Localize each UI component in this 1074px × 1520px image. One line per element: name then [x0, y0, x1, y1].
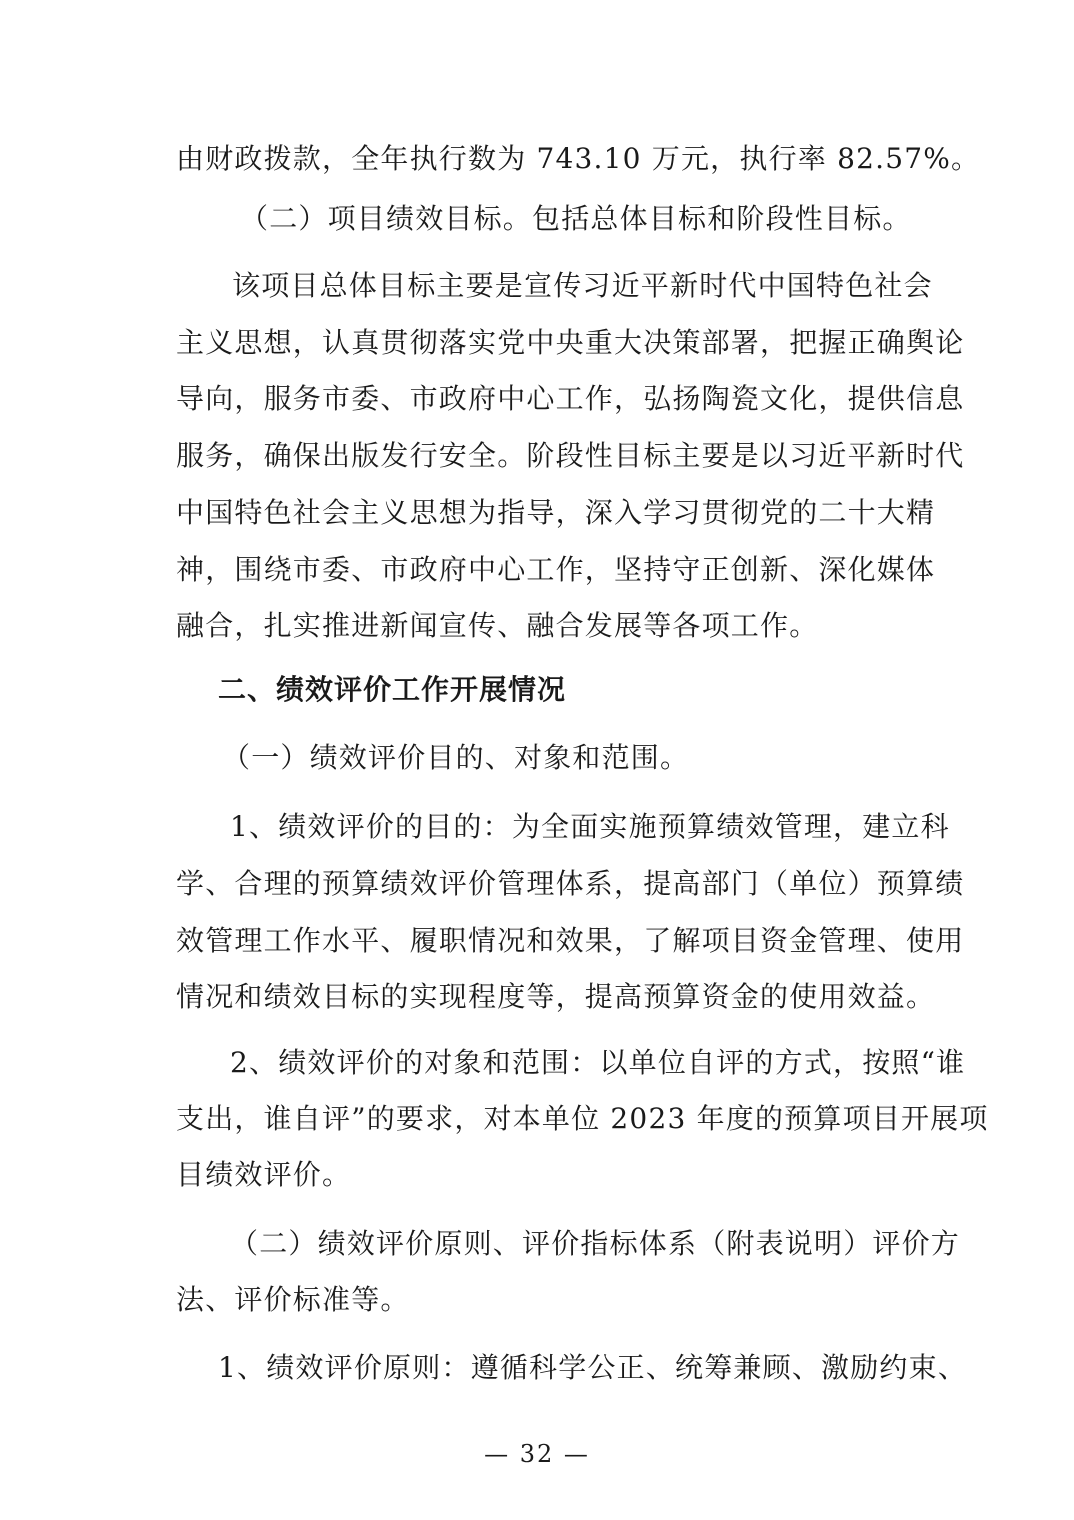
section-heading: 二、绩效评价工作开展情况: [218, 673, 567, 706]
text-line-20: 法、评价标准等。: [176, 1283, 410, 1316]
text-line-16: 2、绩效评价的对象和范围：以单位自评的方式，按照“谁: [230, 1046, 966, 1079]
page-number: — 32 —: [484, 1440, 590, 1468]
text-line-9: 融合，扎实推进新闻宣传、融合发展等各项工作。: [176, 609, 819, 642]
text-line-12: 1、绩效评价的目的：为全面实施预算绩效管理，建立科: [230, 810, 950, 843]
text-line-5: 导向，服务市委、市政府中心工作，弘扬陶瓷文化，提供信息: [176, 382, 965, 415]
text-line-4: 主义思想，认真贯彻落实党中央重大决策部署，把握正确舆论: [176, 326, 965, 359]
text-line-2: （二）项目绩效目标。包括总体目标和阶段性目标。: [240, 202, 912, 235]
text-line-15: 情况和绩效目标的实现程度等，提高预算资金的使用效益。: [176, 980, 936, 1013]
text-line-8: 神，围绕市委、市政府中心工作，坚持守正创新、深化媒体: [176, 553, 936, 586]
text-line-7: 中国特色社会主义思想为指导，深入学习贯彻党的二十大精: [176, 496, 936, 529]
text-line-21: 1、绩效评价原则：遵循科学公正、统筹兼顾、激励约束、: [218, 1351, 968, 1384]
text-line-6: 服务，确保出版发行安全。阶段性目标主要是以习近平新时代: [176, 439, 965, 472]
text-line-19: （二）绩效评价原则、评价指标体系（附表说明）评价方: [230, 1227, 961, 1260]
text-line-18: 目绩效评价。: [176, 1158, 352, 1191]
text-line-17: 支出，谁自评”的要求，对本单位 2023 年度的预算项目开展项: [176, 1102, 989, 1135]
text-line-14: 效管理工作水平、履职情况和效果，了解项目资金管理、使用: [176, 924, 965, 957]
text-line-11: （一）绩效评价目的、对象和范围。: [222, 741, 690, 774]
text-line-13: 学、合理的预算绩效评价管理体系，提高部门（单位）预算绩: [176, 867, 965, 900]
text-line-3: 该项目总体目标主要是宣传习近平新时代中国特色社会: [232, 269, 933, 302]
text-line-1: 由财政拨款，全年执行数为 743.10 万元，执行率 82.57%。: [176, 142, 981, 175]
